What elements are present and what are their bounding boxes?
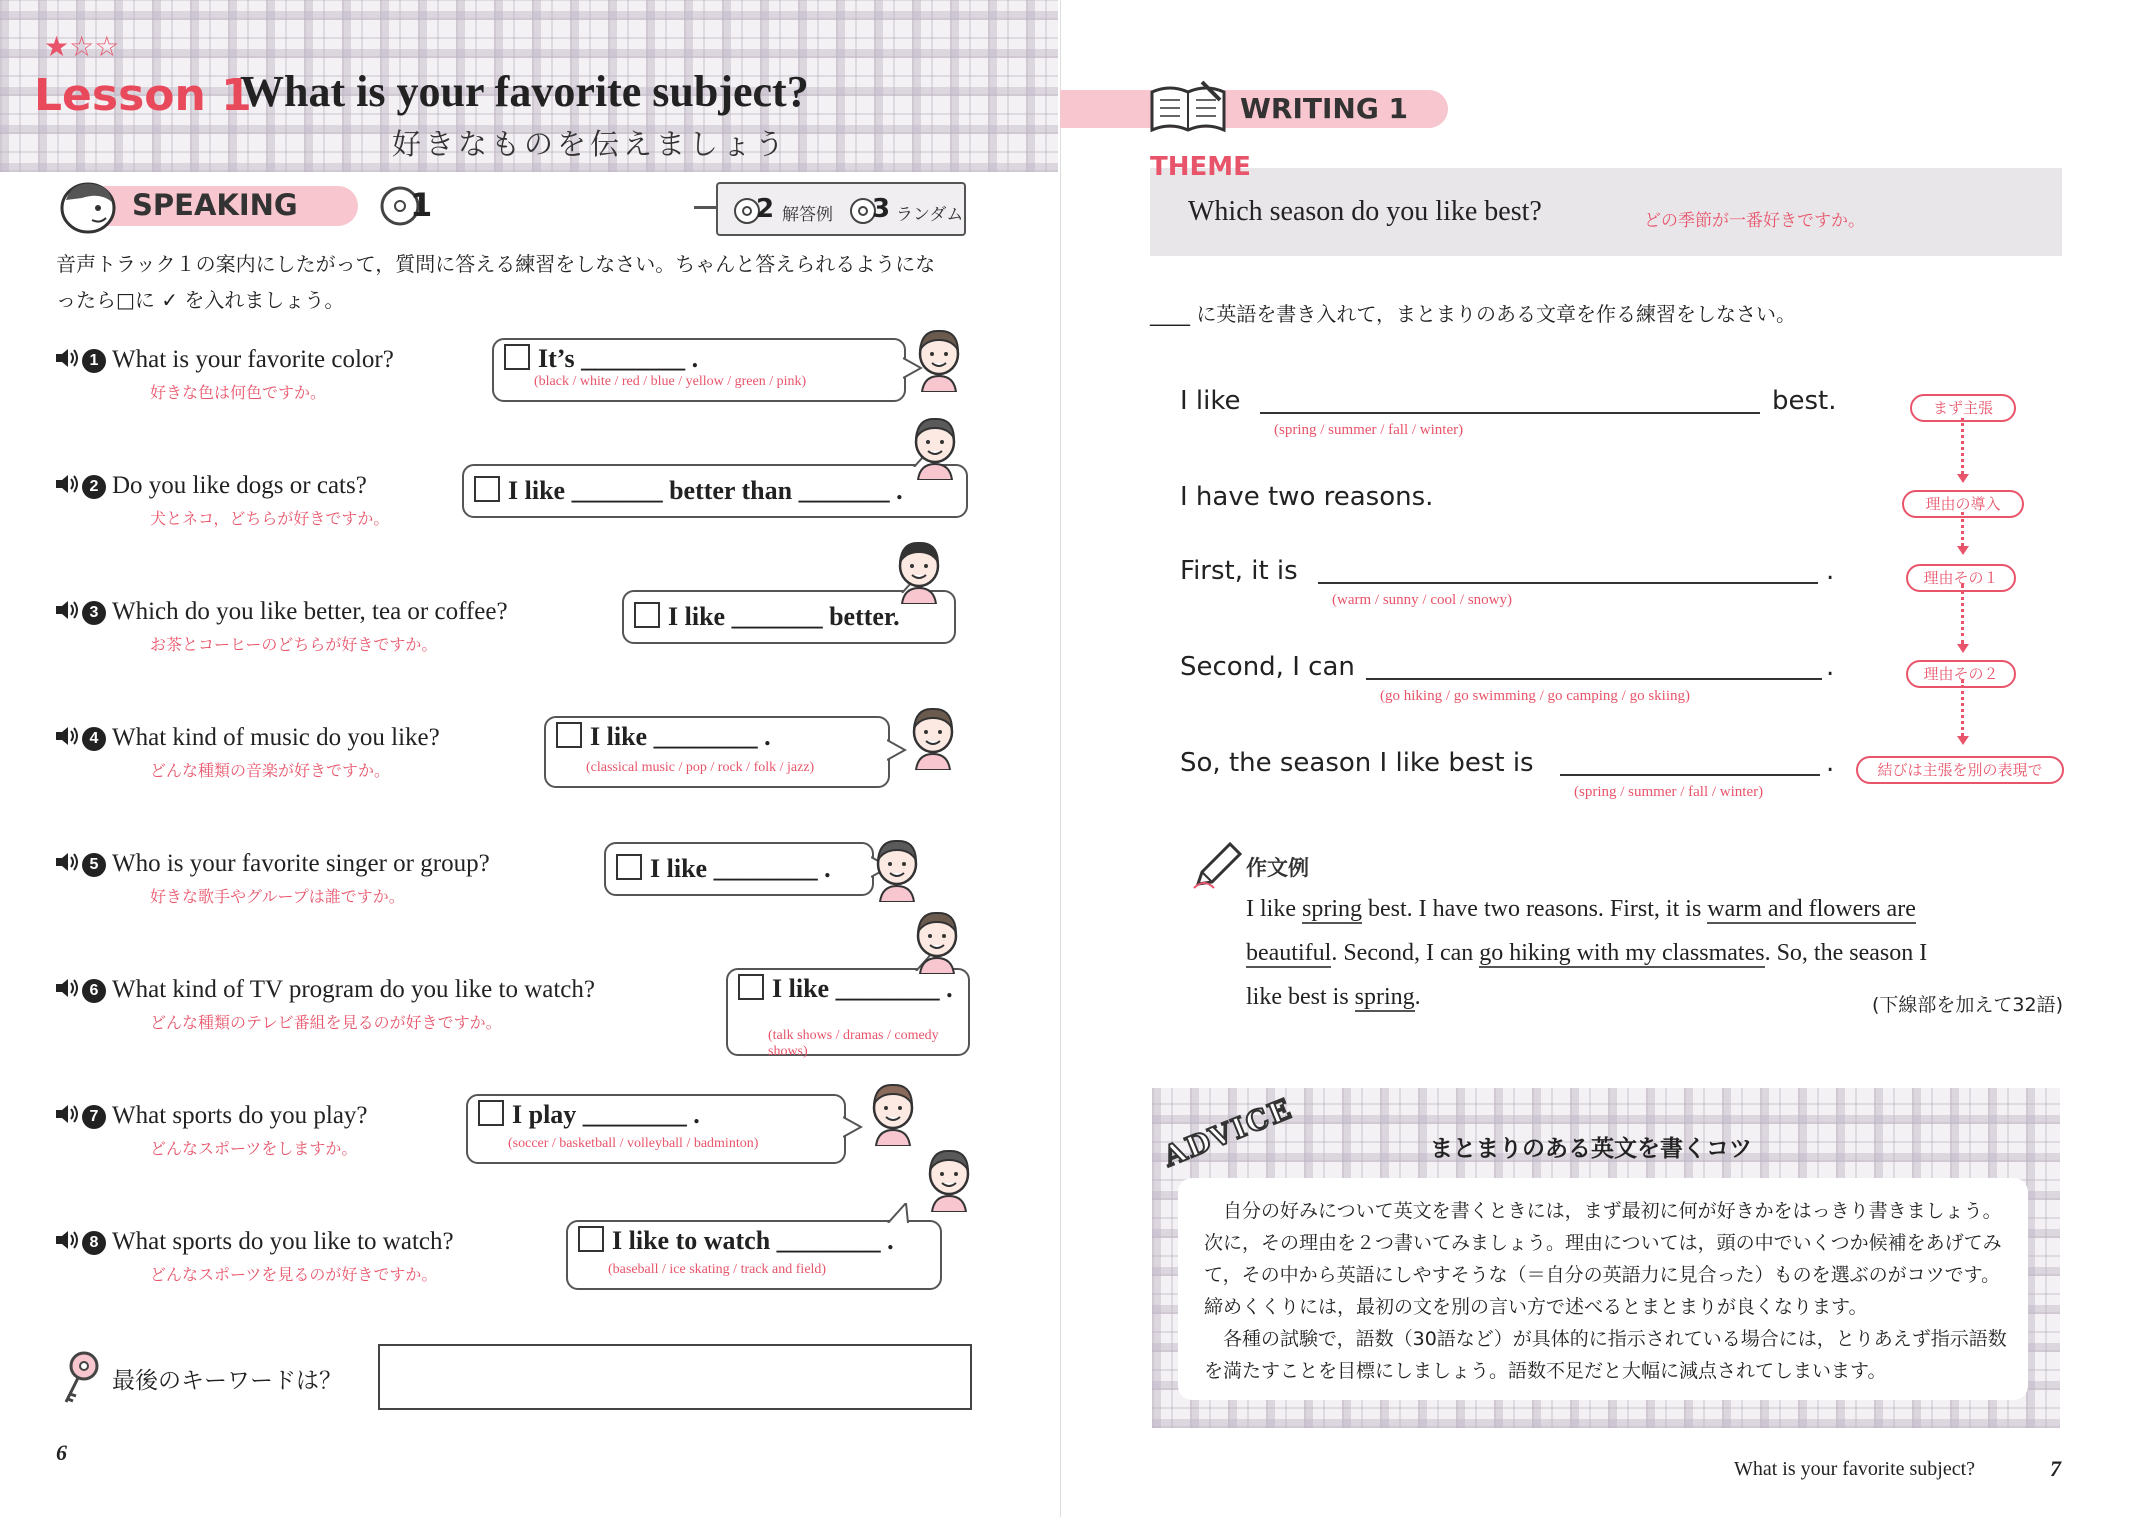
advice-line-5: 各種の試験で，語数（30語など）が具体的に指示されている場合には，とりあえず指示語数 (1204, 1328, 2007, 1350)
question-en: Do you like dogs or cats? (112, 472, 367, 499)
question-en: What sports do you play? (112, 1102, 368, 1129)
theme-question: Which season do you like best? (1188, 196, 1542, 227)
question-7 (54, 1102, 368, 1159)
audio-speaker-icon (54, 473, 80, 495)
writing-line-3-end: . (1826, 556, 1835, 586)
audio-speaker-icon (54, 599, 80, 621)
question-jp: 好きな色は何色ですか。 (150, 383, 327, 402)
advice-line-6: を満たすことを目標にしましょう。語数不足だと大幅に減点されてしまいます。 (1204, 1360, 1887, 1382)
keyword-input-box[interactable] (378, 1344, 972, 1410)
example-label: 作文例 (1246, 856, 1309, 880)
question-text (54, 1228, 454, 1256)
answer-hint: (black / white / red / blue / yellow / green / pink) (534, 374, 807, 389)
question-6 (54, 976, 595, 1033)
answer-checkbox[interactable] (738, 974, 764, 1000)
audio-speaker-icon (54, 1103, 80, 1125)
advice-title: まとまりのある英文を書くコツ (1430, 1136, 1752, 1162)
footer-title: What is your favorite subject? (1734, 1458, 1976, 1480)
random-label: ランダム (896, 205, 964, 225)
audio-speaker-icon (54, 725, 80, 747)
answer-checkbox[interactable] (556, 722, 582, 748)
ex-l3c: . (1414, 984, 1421, 1010)
question-8 (54, 1228, 454, 1285)
ex-l2a: beautiful (1246, 940, 1332, 966)
question-jp: 好きな歌手やグループは誰ですか。 (150, 887, 405, 906)
page-gutter (1060, 0, 1061, 1517)
answer-line (474, 476, 903, 506)
question-en: What sports do you like to watch? (112, 1228, 454, 1255)
audio-tag-string (694, 206, 718, 209)
audio-speaker-icon (54, 977, 80, 999)
writing-line-1-text: I like (1180, 386, 1241, 416)
flow-tag-1: まず主張 (1910, 394, 2016, 422)
question-1 (54, 346, 394, 403)
answer-bubble-8 (566, 1220, 942, 1290)
question-number: 2 (82, 475, 106, 499)
answer-line (478, 1100, 700, 1130)
question-number: 1 (82, 349, 106, 373)
answer-track-num: 2 (756, 194, 775, 224)
answer-bubble-1 (492, 338, 906, 402)
key-icon (56, 1350, 106, 1406)
student-face-icon (912, 326, 966, 386)
theme-question-jp: どの季節が一番好きですか。 (1644, 211, 1865, 231)
answer-line (634, 602, 900, 632)
ex-l1c: best. I have two reasons. First, it is (1361, 896, 1708, 922)
ex-l3a: like best is (1246, 984, 1355, 1010)
question-number: 8 (82, 1231, 106, 1255)
question-jp: どんな種類のテレビ番組を見るのが好きですか。 (150, 1013, 502, 1032)
lesson-label: Lesson 1 (34, 70, 252, 121)
flow-tag-2: 理由の導入 (1902, 490, 2024, 518)
student-face-icon (866, 1080, 920, 1140)
writing-hint-3: (warm / sunny / cool / snowy) (1332, 592, 1512, 608)
flow-connector-1 (1961, 418, 1964, 474)
flow-arrow-4 (1957, 736, 1969, 745)
question-jp: お茶とコーヒーのどちらが好きですか。 (150, 635, 438, 654)
example-word-count: (下線部を加えて32語) (1872, 994, 2064, 1016)
ex-l2c: go hiking with my classmates (1479, 940, 1765, 966)
question-3 (54, 598, 508, 655)
flow-arrow-2 (1957, 546, 1969, 555)
audio-speaker-icon (54, 1229, 80, 1251)
student-face-icon (906, 704, 960, 764)
question-text (54, 850, 490, 878)
audio-speaker-icon (54, 851, 80, 873)
advice-line-4: 締めくくりには，最初の文を別の言い方で述べるとまとまりが良くなります。 (1204, 1296, 1868, 1318)
answer-bubble-4 (544, 716, 890, 788)
writing-instruction: ____ に英語を書き入れて，まとまりのある文章を作る練習をしなさい。 (1150, 302, 1796, 326)
advice-line-3: て，その中から英語にしやすそうな（＝自分の英語力に見合った）ものを選ぶのがコツです。 (1204, 1264, 2001, 1286)
writing-line-1-end: best. (1772, 386, 1837, 416)
advice-badge-text: ADVICE (1158, 1091, 1298, 1174)
question-number: 4 (82, 727, 106, 751)
bubble-tail (886, 1203, 910, 1227)
writing-hint-4: (go hiking / go swimming / go camping / go skiing) (1380, 688, 1690, 704)
answer-checkbox[interactable] (634, 602, 660, 628)
answer-bubble-7 (466, 1094, 846, 1164)
answer-checkbox[interactable] (474, 476, 500, 502)
audio-speaker-icon (54, 347, 80, 369)
question-number: 7 (82, 1105, 106, 1129)
student-face-icon (908, 414, 962, 474)
question-jp: どんなスポーツをしますか。 (150, 1139, 358, 1158)
answer-text: I like _______ better than _______ . (508, 476, 903, 505)
writing-blank-3[interactable] (1318, 582, 1818, 584)
answer-text: I like ________ . (590, 722, 771, 751)
writing-label: WRITING 1 (1240, 92, 1409, 125)
question-en: What kind of TV program do you like to watch? (112, 976, 595, 1003)
writing-line-4-text: Second, I can (1180, 652, 1355, 682)
advice-line-2: 次に，その理由を２つ書いてみましょう。理由については，頭の中でいくつか候補をあげてみ (1204, 1232, 2002, 1254)
answer-text: It’s ________ . (538, 344, 699, 373)
student-face-icon (892, 538, 946, 598)
question-text (54, 1102, 368, 1130)
student-face-icon (910, 908, 964, 968)
question-jp: どんな種類の音楽が好きですか。 (150, 761, 391, 780)
answer-text: I like _______ better. (668, 602, 900, 631)
theme-label: THEME (1150, 152, 1251, 182)
question-2 (54, 472, 389, 529)
answer-checkbox[interactable] (478, 1100, 504, 1126)
question-jp: どんなスポーツを見るのが好きですか。 (150, 1265, 438, 1284)
answer-line (504, 344, 698, 374)
answer-line (616, 854, 831, 884)
answer-checkbox[interactable] (578, 1226, 604, 1252)
question-en: Who is your favorite singer or group? (112, 850, 490, 877)
answer-hint: (talk shows / dramas / comedy shows) (768, 1028, 939, 1059)
lesson-title: What is your favorite subject? (240, 67, 809, 116)
instruction-line-2: ったら□に ✓ を入れましょう。 (56, 288, 345, 312)
writing-line-4-end: . (1826, 652, 1835, 682)
answer-text: I like ________ . (772, 974, 953, 1003)
flow-arrow-1 (1957, 474, 1969, 483)
question-jp: 犬とネコ，どちらが好きですか。 (150, 509, 390, 528)
question-en: Which do you like better, tea or coffee? (112, 598, 508, 625)
random-track-num: 3 (872, 194, 891, 224)
rating-stars: ★☆☆ (44, 30, 120, 63)
answer-text: I like ________ . (650, 854, 831, 883)
question-number: 6 (82, 979, 106, 1003)
question-text (54, 976, 595, 1004)
answer-example-label: 解答例 (782, 205, 833, 225)
answer-hint: (baseball / ice skating / track and field) (608, 1262, 827, 1277)
writing-blank-5[interactable] (1560, 774, 1820, 776)
left-page-number: 6 (56, 1440, 67, 1465)
answer-checkbox[interactable] (616, 854, 642, 880)
answer-bubble-6 (726, 968, 970, 1059)
question-en: What kind of music do you like? (112, 724, 440, 751)
writing-line-3-text: First, it is (1180, 556, 1298, 586)
flow-tag-4: 理由その２ (1906, 660, 2016, 688)
writing-line-5-end: . (1826, 748, 1835, 778)
writing-hint-5: (spring / summer / fall / winter) (1574, 784, 1764, 800)
bubble-tail (887, 738, 907, 766)
question-number: 3 (82, 601, 106, 625)
question-number: 5 (82, 853, 106, 877)
ex-l2d: . So, the season I (1764, 940, 1928, 966)
advice-line-1: 自分の好みについて英文を書くときには，まず最初に何が好きかをはっきり書きましょう。 (1204, 1200, 2002, 1222)
writing-line-5-text: So, the season I like best is (1180, 748, 1534, 778)
writing-hint-1: (spring / summer / fall / winter) (1274, 422, 1464, 438)
bubble-tail (843, 1115, 863, 1143)
lesson-subtitle: 好きなものを伝えましょう (392, 127, 789, 161)
pencil-icon (1190, 838, 1246, 894)
open-book-icon (1148, 78, 1228, 136)
student-face-icon (922, 1146, 976, 1206)
example-line-3 (1246, 984, 1421, 1011)
ex-l2b: . Second, I can (1331, 940, 1480, 966)
answer-line (738, 974, 953, 1004)
flow-tag-5: 結びは主張を別の表現で (1856, 756, 2064, 784)
answer-text: I play ________ . (512, 1100, 700, 1129)
answer-bubble-5 (604, 842, 874, 896)
ex-l1a: I like (1246, 896, 1302, 922)
track-number: 1 (410, 186, 433, 224)
writing-blank-4[interactable] (1366, 678, 1822, 680)
speaker-face-icon (52, 176, 122, 238)
answer-checkbox[interactable] (504, 344, 530, 370)
question-5 (54, 850, 490, 907)
ex-l1d: warm and flowers are (1707, 896, 1916, 922)
flow-connector-2 (1961, 512, 1964, 546)
answer-line (578, 1226, 894, 1256)
question-text (54, 472, 389, 500)
question-text (54, 724, 440, 752)
writing-line-2-text: I have two reasons. (1180, 482, 1434, 512)
example-line-1 (1246, 896, 1916, 923)
ex-l1b: spring (1301, 896, 1362, 922)
ex-l3b: spring (1354, 984, 1415, 1010)
writing-blank-1[interactable] (1260, 412, 1760, 414)
speaking-label: SPEAKING (132, 188, 298, 222)
flow-arrow-3 (1957, 644, 1969, 653)
answer-line (556, 722, 771, 752)
answer-hint: (classical music / pop / rock / folk / jazz) (586, 760, 815, 775)
example-line-2 (1246, 940, 1927, 967)
question-text (54, 346, 394, 374)
answer-hint: (soccer / basketball / volleyball / badminton) (508, 1136, 759, 1151)
question-en: What is your favorite color? (112, 346, 394, 373)
flow-connector-4 (1961, 680, 1964, 736)
question-text (54, 598, 508, 626)
answer-text: I like to watch ________ . (612, 1226, 894, 1255)
answer-bubble-2 (462, 464, 968, 518)
keyword-label: 最後のキーワードは？ (112, 1368, 342, 1394)
flow-connector-3 (1961, 584, 1964, 644)
instruction-line-1: 音声トラック１の案内にしたがって，質問に答える練習をしなさい。ちゃんと答えられるようにな (56, 252, 936, 276)
question-4 (54, 724, 440, 781)
student-face-icon (870, 836, 924, 896)
flow-tag-3: 理由その１ (1906, 564, 2016, 592)
right-page-number: 7 (2050, 1456, 2061, 1481)
